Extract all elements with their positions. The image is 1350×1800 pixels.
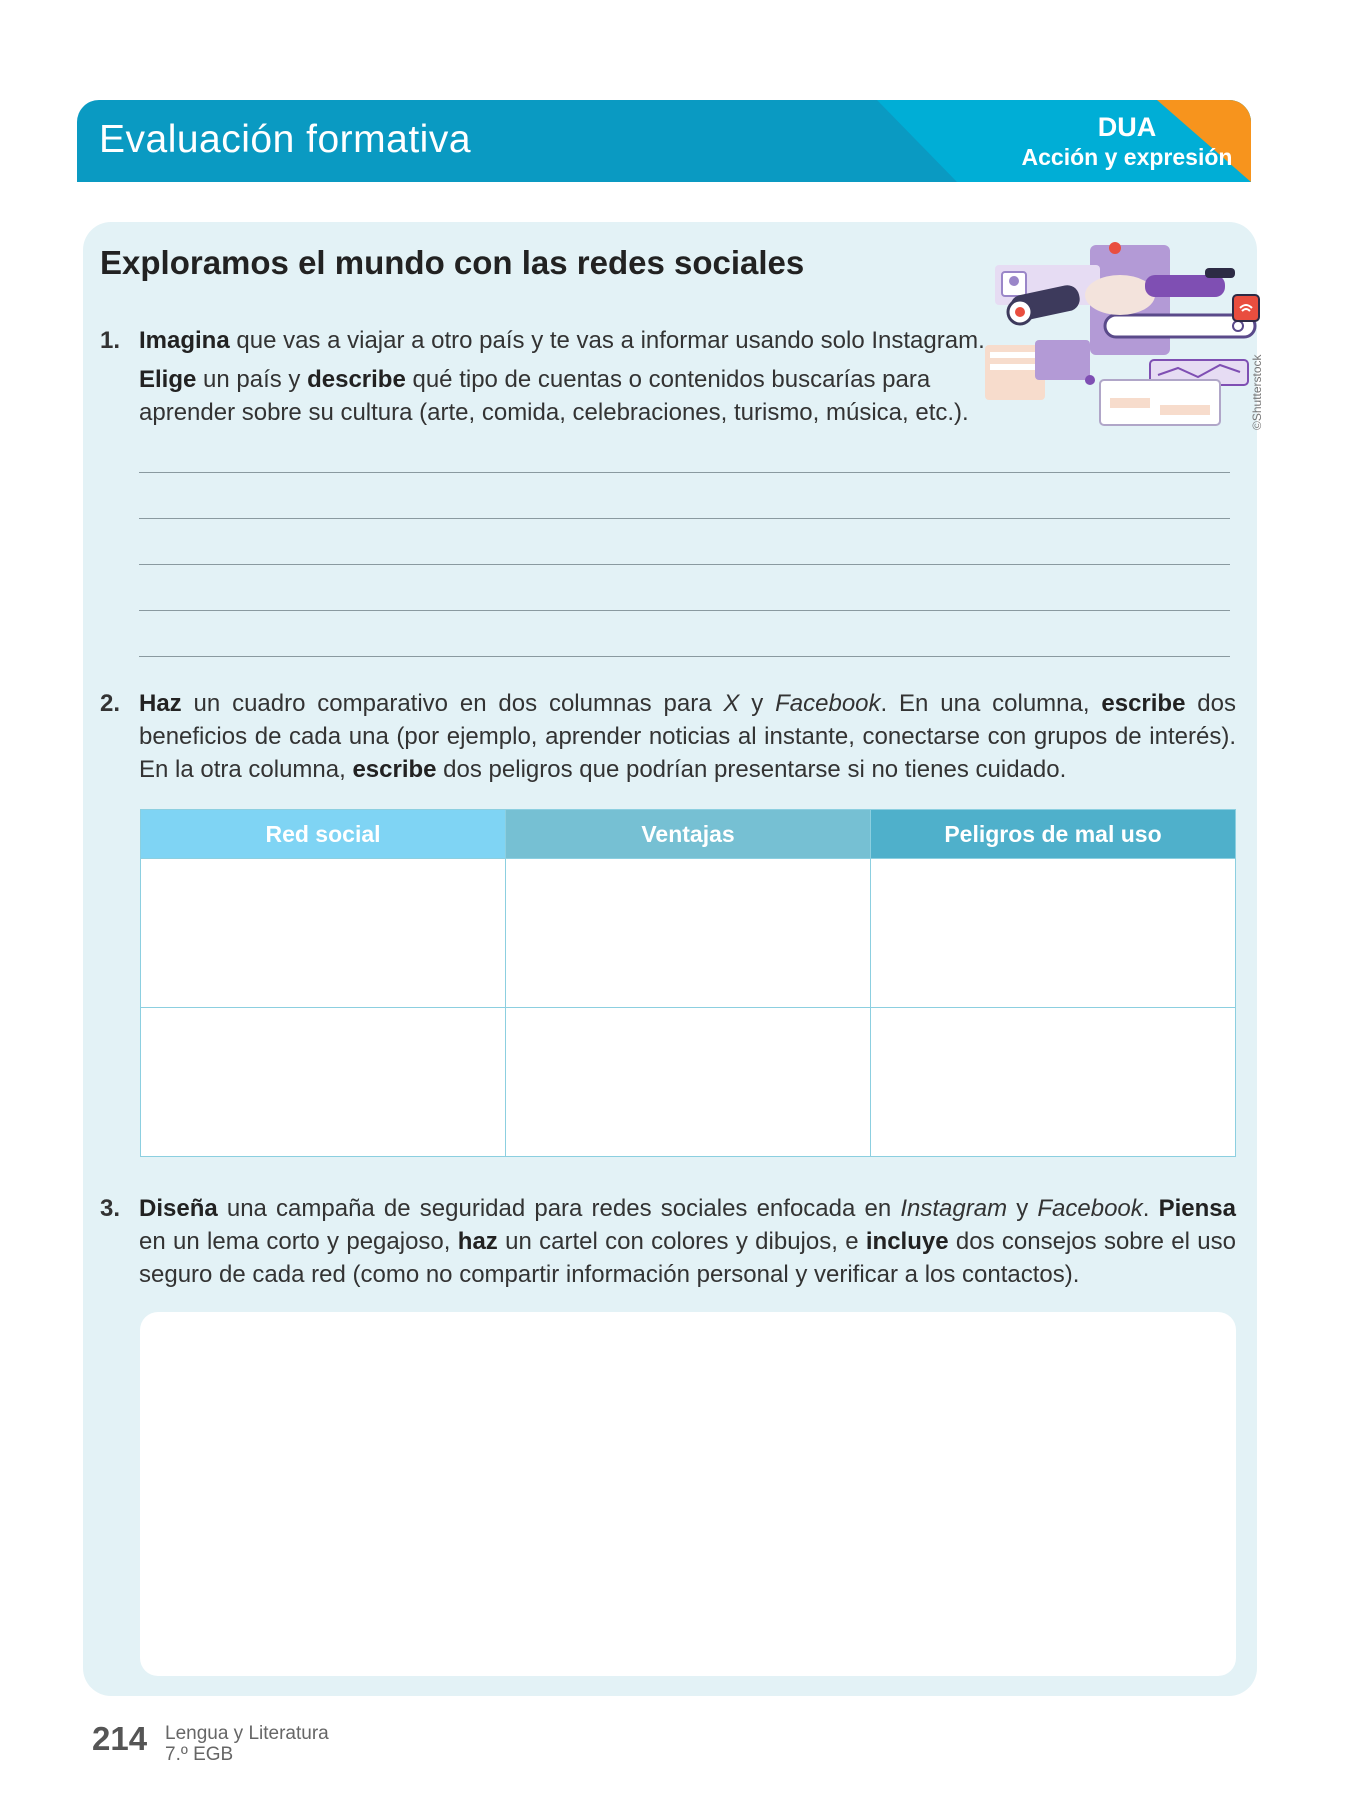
question-number: 1. [100, 327, 121, 354]
table-row [141, 859, 1236, 1008]
bold-verb: escribe [1101, 690, 1186, 717]
image-credit: ©Shutterstock [1250, 354, 1264, 430]
question-3 [100, 1192, 1237, 1291]
bold-verb: escribe [352, 756, 437, 783]
question-1 [100, 324, 989, 429]
question-text: . En una columna, [880, 690, 1102, 717]
answer-line-5[interactable] [139, 656, 1230, 657]
question-number: 2. [100, 690, 121, 717]
question-text: un país y [196, 366, 308, 393]
question-text: en un lema corto y pegajoso, [139, 1228, 458, 1255]
answer-line-2[interactable] [139, 518, 1230, 519]
social-media-illustration [980, 240, 1260, 440]
dua-subtitle: Acción y expresión [1021, 144, 1233, 170]
italic-term: Instagram [900, 1195, 1008, 1222]
header-ventajas: Ventajas [506, 810, 871, 859]
question-number: 3. [100, 1195, 121, 1222]
answer-line-1[interactable] [139, 472, 1230, 473]
dua-title: DUA [1097, 112, 1157, 142]
answer-line-3[interactable] [139, 564, 1230, 565]
header-red-social: Red social [141, 810, 506, 859]
table-cell[interactable] [871, 1008, 1236, 1157]
question-text: aprender sobre su cultura (arte, comida, celebraciones, turismo, música, etc.). [139, 399, 969, 426]
bold-verb: Elige [139, 366, 197, 393]
answer-line-4[interactable] [139, 610, 1230, 611]
comparison-table [140, 809, 1236, 1157]
banner-title: Evaluación formativa [99, 118, 472, 161]
question-text: un cartel con colores y dibujos, e [497, 1228, 866, 1255]
header-banner [77, 100, 1251, 182]
question-text: . [1142, 1195, 1159, 1222]
italic-term: Facebook [1037, 1195, 1143, 1222]
section-title: Exploramos el mundo con las redes sociales [100, 244, 805, 281]
bold-verb: Piensa [1158, 1195, 1236, 1222]
question-2 [100, 687, 1236, 786]
bold-verb: incluye [865, 1228, 949, 1255]
bold-verb: Diseña [139, 1195, 218, 1222]
question-text: y [739, 690, 776, 717]
table-header-row [141, 810, 1236, 859]
footer-subject: Lengua y Literatura [165, 1723, 329, 1744]
italic-term: Facebook [775, 690, 881, 717]
page-number: 214 [92, 1720, 148, 1757]
footer-grade: 7.º EGB [165, 1744, 234, 1765]
table-cell[interactable] [506, 1008, 871, 1157]
table-row [141, 1008, 1236, 1157]
italic-term: X [723, 690, 740, 717]
question-text: dos consejos sobre el uso seguro de cada red (como no compartir información personal y verificar a los contactos). [139, 1228, 1237, 1288]
table-cell[interactable] [506, 859, 871, 1008]
question-text: dos peligros que podrían presentarse si no tienes cuidado. [436, 756, 1067, 783]
question-text: qué tipo de cuentas o contenidos buscarías para [405, 366, 931, 393]
question-text: una campaña de seguridad para redes sociales enfocada en [217, 1195, 901, 1222]
question-text: un cuadro comparativo en dos columnas para [181, 690, 724, 717]
header-peligros: Peligros de mal uso [871, 810, 1236, 859]
question-text: y [1007, 1195, 1038, 1222]
table-cell[interactable] [871, 859, 1236, 1008]
question-text: que vas a viajar a otro país y te vas a informar usando solo Instagram. [229, 327, 985, 354]
poster-drawing-area[interactable] [140, 1312, 1236, 1676]
table-cell[interactable] [141, 1008, 506, 1157]
bold-verb: haz [457, 1228, 498, 1255]
bold-verb: Imagina [139, 327, 230, 354]
bold-verb: describe [307, 366, 406, 393]
question-text: dos beneficios de cada una (por ejemplo, aprender noticias al instante, conectarse con grupos de interés). En la otra columna, [139, 690, 1236, 783]
bold-verb: Haz [139, 690, 182, 717]
table-cell[interactable] [141, 859, 506, 1008]
